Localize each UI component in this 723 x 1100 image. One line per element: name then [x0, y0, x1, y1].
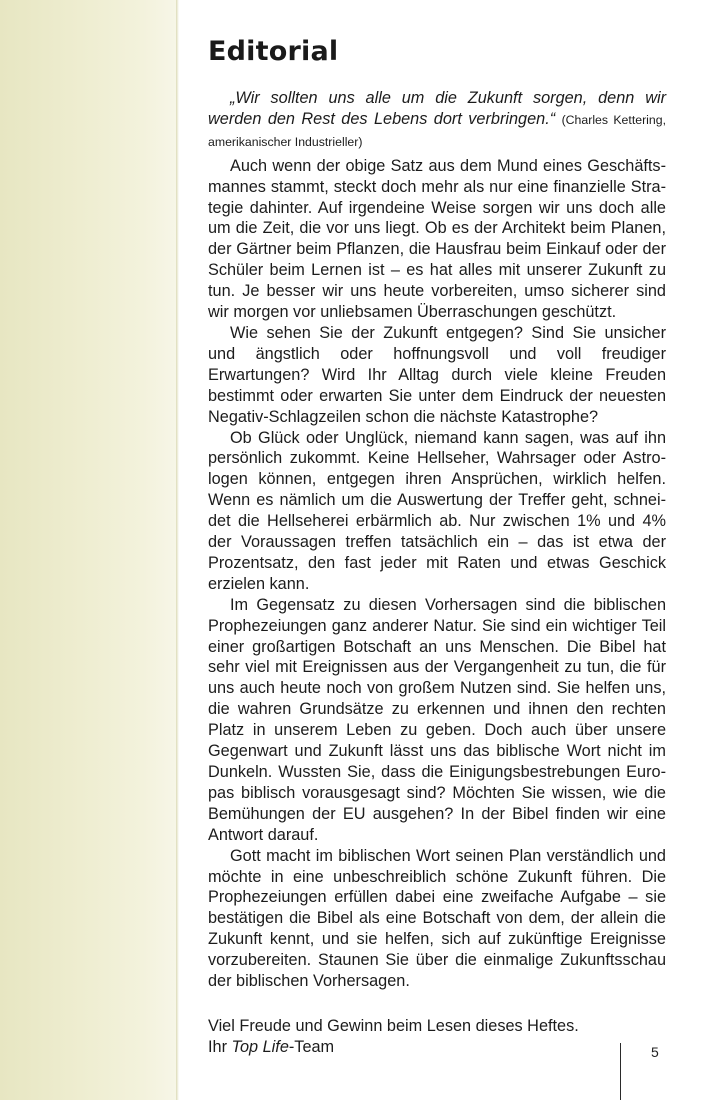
footer-divider	[620, 1043, 621, 1100]
page-title: Editorial	[208, 36, 339, 67]
body-paragraph: Wie sehen Sie der Zukunft entgegen? Sind Sie unsicher und ängstlich oder hoffnungsvoll und voll freudiger Erwartungen? Wird Ihr Alltag durch viele kleine Freuden bestimmt oder erwarten Sie unter dem Eindruck der neuesten Negativ-Schlagzeilen schon die nächste Katastrophe?	[208, 323, 666, 426]
page-number: 5	[651, 1044, 659, 1060]
editorial-article	[208, 36, 666, 1058]
body-paragraph: Im Gegensatz zu diesen Vorhersagen sind die biblischen Prophezeiungen ganz anderer Natur. Sie sind ein wichtiger Teil einer großartigen Botschaft an uns Menschen. Die Bibel hat sehr viel mit Ereignissen aus der Vergangenheit zu tun, die für uns auch heute noch von großem Nutzen sind. Sie helfen uns, die wahren Grundsätze zu erkennen und ihnen den rechten Platz in unserem Leben zu geben. Doch auch über unsere Gegenwart und Zukunft lässt uns das biblische Wort nicht im Dunkeln. Wussten Sie, dass die Einigungsbestrebungen Europas biblisch vorausgesagt sind? Möchten Sie wissen, wie die Bemühungen der EU ausgehen? In der Bibel finden wir eine Antwort darauf.	[208, 595, 666, 844]
signature-line	[208, 1037, 666, 1058]
body-paragraph: Auch wenn der obige Satz aus dem Mund eines Geschäftsmannes stammt, steckt doch mehr als nur eine finanzielle Strategie dahinter. Auf irgendeine Weise sorgen wir uns doch alle um die Zeit, die vor uns liegt. Ob es der Architekt beim Planen, der Gärtner beim Pflanzen, die Hausfrau beim Einkauf oder der Schüler beim Lernen ist – es hat alles mit unserer Zukunft zu tun. Je besser wir uns heute vorbereiten, umso sicherer sind wir morgen vor unliebsamen Überraschungen geschützt.	[208, 156, 666, 322]
quote-text: „Wir sollten uns alle um die Zukunft sorgen, denn wir werden den Rest des Lebens dort verbringen.“	[208, 89, 666, 128]
quote-attribution: (Charles Kettering, amerikanischer Industrieller)	[208, 112, 666, 149]
closing-line: Viel Freude und Gewinn beim Lesen dieses Heftes.	[208, 1016, 579, 1035]
magazine-name: Top Life	[231, 1037, 289, 1056]
page-spine-edge	[176, 0, 179, 1100]
signature-prefix: Ihr	[208, 1037, 228, 1056]
page-spine-tint	[0, 0, 178, 1100]
epigraph-quote	[208, 88, 666, 153]
body-paragraph: Gott macht im biblischen Wort seinen Plan verständlich und möchte in eine unbeschreiblich schöne Zukunft führen. Die Prophezeiungen erfüllen dabei eine zweifache Aufgabe – sie bestätigen die Bibel als eine Botschaft von dem, der allein die Zukunft kennt, und sie helfen, sich auf zukünftige Ereignisse vorzubereiten. Staunen Sie über die einmalige Zukunftsschau der biblischen Vorhersagen.	[208, 846, 666, 991]
body-paragraph: Ob Glück oder Unglück, niemand kann sagen, was auf ihn persönlich zukommt. Keine Hellseher, Wahrsager oder Astrologen können, entgegen ihren Ansprüchen, wirklich helfen. Wenn es nämlich um die Auswertung der Treffer geht, schneidet die Hellseherei erbärmlich ab. Nur zwischen 1% und 4% der Voraussagen treffen tatsächlich ein – das ist etwa der Prozentsatz, den fast jeder mit Raten und etwas Geschick erzielen kann.	[208, 428, 666, 593]
closing-signoff	[208, 1016, 666, 1058]
signature-suffix: -Team	[288, 1037, 335, 1056]
